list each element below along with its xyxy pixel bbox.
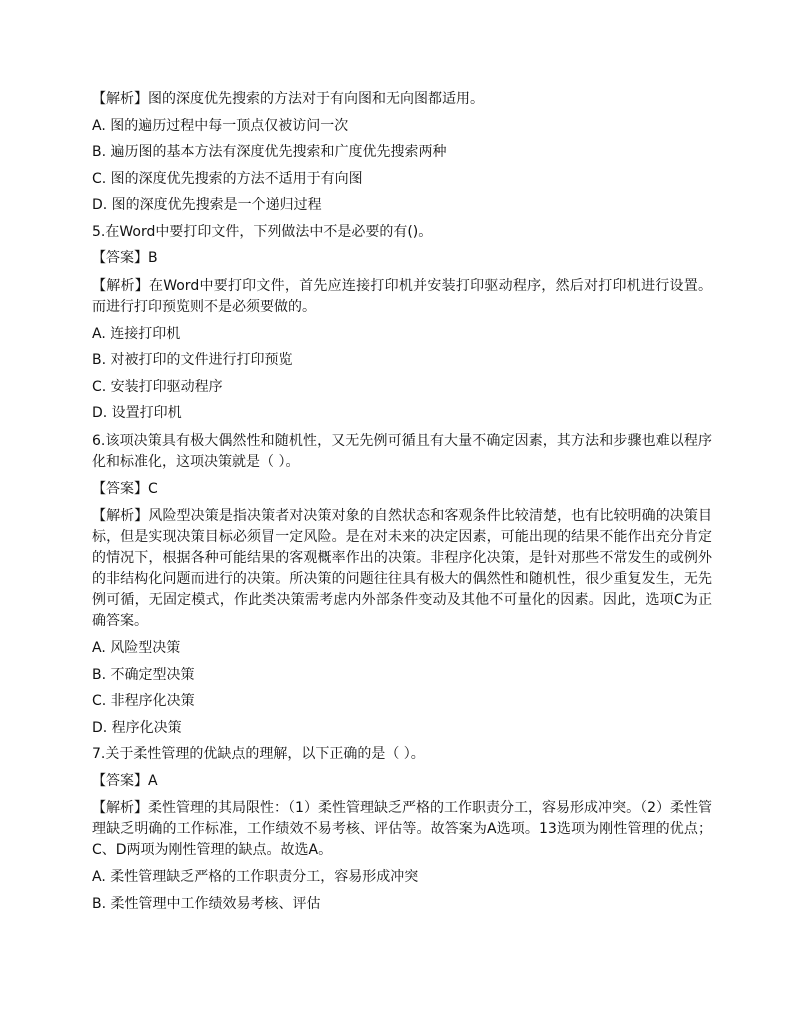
option-b: B. 不确定型决策 [92, 666, 195, 683]
option-b: B. 遍历图的基本方法有深度优先搜索和广度优先搜索两种 [92, 144, 447, 160]
document-page [92, 90, 712, 921]
option-c: C. 图的深度优先搜索的方法不适用于有向图 [92, 170, 363, 187]
option-c: C. 非程序化决策 [92, 693, 195, 709]
option-d: D. 图的深度优先搜索是一个递归过程 [92, 197, 322, 213]
analysis-7: 【解析】柔性管理的其局限性：（1）柔性管理缺乏严格的工作职责分工，容易形成冲突。（2）柔性管理缺乏明确的工作标准，工作绩效不易考核、评估等。故答案为A选项。13选项为刚性管理的优点；C、D两项为刚性管理的缺点。故选A。 [92, 800, 712, 858]
answer-6: 【答案】C [92, 480, 158, 497]
analysis-6: 【解析】风险型决策是指决策者对决策对象的自然状态和客观条件比较清楚，也有比较明确的决策目标，但是实现决策目标必须冒一定风险。是在对未来的决定因素，可能出现的结果不能作出充分肯定的情况下，根据各种可能结果的客观概率作出的决策。非程序化决策，是针对那些不常发生的或例外的非结构化问题而进行的决策。所决策的问题往往具有极大的偶然性和随机性，很少重复发生，无先例可循，无固定模式，作此类决策需考虑内外部条件变动及其他不可量化的因素。因此，选项C为正确答案。 [92, 508, 712, 629]
answer-7: 【答案】A [92, 772, 158, 789]
option-a: A. 风险型决策 [92, 640, 181, 656]
option-d: D. 程序化决策 [92, 719, 182, 736]
answer-5: 【答案】B [92, 250, 158, 266]
option-a: A. 柔性管理缺乏严格的工作职责分工，容易形成冲突 [92, 869, 419, 885]
question-6: 6.该项决策具有极大偶然性和随机性，又无先例可循且有大量不确定因素，其方法和步骤也难以程序化和标准化，这项决策就是（ ）。 [92, 432, 712, 470]
option-a: A. 图的遍历过程中每一顶点仅被访问一次 [92, 117, 349, 134]
question-5: 5.在Word中要打印文件，下列做法中不是必要的有()。 [92, 223, 433, 240]
question-7: 7.关于柔性管理的优缺点的理解，以下正确的是（ ）。 [92, 746, 425, 762]
option-b: B. 柔性管理中工作绩效易考核、评估 [92, 895, 321, 912]
option-b: B. 对被打印的文件进行打印预览 [92, 352, 293, 368]
analysis-text: 【解析】图的深度优先搜索的方法对于有向图和无向图都适用。 [92, 91, 484, 107]
option-a: A. 连接打印机 [92, 325, 181, 342]
option-d: D. 设置打印机 [92, 405, 182, 421]
analysis-5: 【解析】在Word中要打印文件，首先应连接打印机并安装打印驱动程序，然后对打印机进行设置。而进行打印预览则不是必须要做的。 [92, 277, 712, 315]
option-c: C. 安装打印驱动程序 [92, 378, 223, 395]
